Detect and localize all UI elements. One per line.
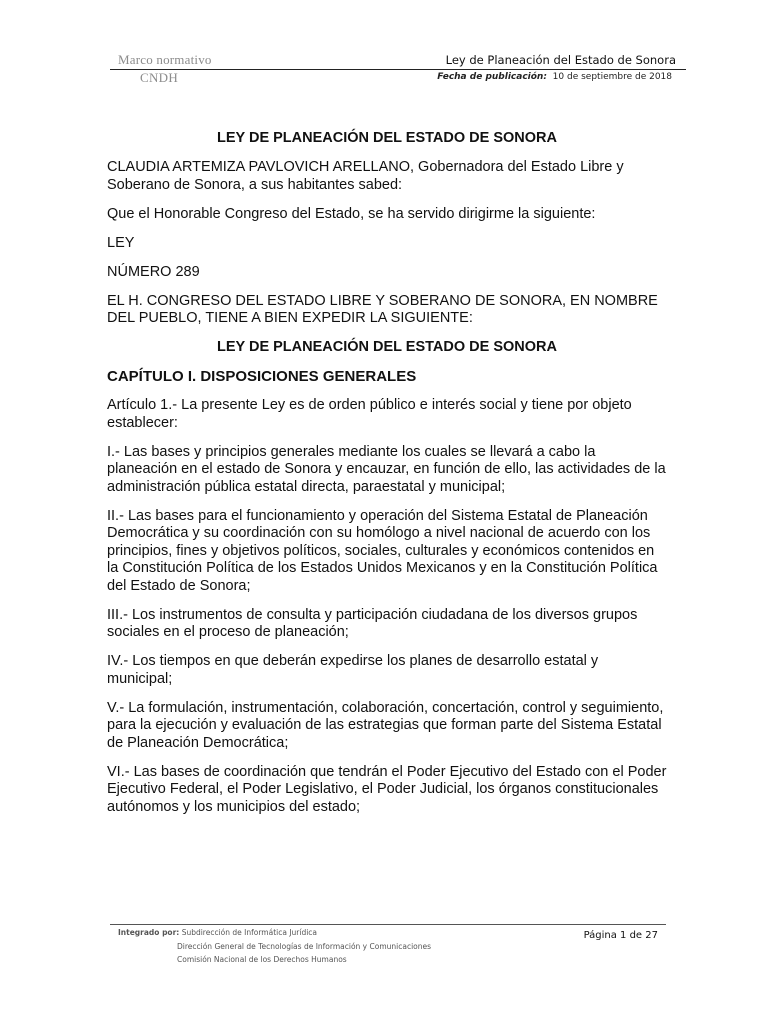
document-body xyxy=(107,130,667,828)
paragraph-decree: EL H. CONGRESO DEL ESTADO LIBRE Y SOBERANO DE SONORA, EN NOMBRE DEL PUEBLO, TIENE A BIEN EXPEDIR LA SIGUIENTE: xyxy=(107,292,658,326)
paragraph-governor: CLAUDIA ARTEMIZA PAVLOVICH ARELLANO, Gobernadora del Estado Libre y Soberano de Sonora, a sus habitantes sabed: xyxy=(107,159,624,193)
law-title: LEY DE PLANEACIÓN DEL ESTADO DE SONORA xyxy=(217,339,557,355)
header-divider xyxy=(110,69,686,70)
footer-label: Integrado por: xyxy=(118,928,180,937)
header-document-title: Ley de Planeación del Estado de Sonora xyxy=(445,53,676,67)
article-1: Artículo 1.- La presente Ley es de orden público e interés social y tiene por objeto establecer: xyxy=(107,397,632,431)
header-section-label: Marco normativo xyxy=(118,52,212,67)
footer-credit-line1 xyxy=(118,928,317,937)
header-org-label: CNDH xyxy=(140,70,179,85)
paragraph-ley: LEY xyxy=(107,234,135,251)
document-title: LEY DE PLANEACIÓN DEL ESTADO DE SONORA xyxy=(217,130,557,146)
chapter-heading: CAPÍTULO I. DISPOSICIONES GENERALES xyxy=(107,368,417,385)
date-label: Fecha de publicación: xyxy=(437,72,547,82)
fraction-v: V.- La formulación, instrumentación, colaboración, concertación, control y seguimiento, para la ejecución y evaluación de las estrategias que forman parte del Sistema Estatal de Planeación Democrática; xyxy=(107,699,664,751)
footer-subdirection: Subdirección de Informática Jurídica xyxy=(181,928,318,937)
page-number: Página 1 de 27 xyxy=(583,930,658,941)
fraction-ii: II.- Las bases para el funcionamiento y operación del Sistema Estatal de Planeación Democrática y su coordinación con su homólogo a nivel nacional de acuerdo con los principios, fines y objetivos políticos, sociales, culturales y económicos contenidos en la Constitución Política de los Estados Unidos Mexicanos y en la Constitución Política del Estado de Sonora; xyxy=(107,507,658,594)
footer-credit-line2: Dirección General de Tecnologías de Información y Comunicaciones xyxy=(177,942,432,951)
paragraph-numero: NÚMERO 289 xyxy=(107,263,200,280)
fraction-iv: IV.- Los tiempos en que deberán expedirse los planes de desarrollo estatal y municipal; xyxy=(107,653,599,687)
fraction-vi: VI.- Las bases de coordinación que tendrán el Poder Ejecutivo del Estado con el Poder Ejecutivo Federal, el Poder Legislativo, el Poder Judicial, los órganos constitucionales autónomos y los municipios del estado; xyxy=(107,763,667,815)
footer-credit-line3: Comisión Nacional de los Derechos Humanos xyxy=(177,955,347,964)
date-value: 10 de septiembre de 2018 xyxy=(552,72,672,82)
fraction-iii: III.- Los instrumentos de consulta y participación ciudadana de los diversos grupos sociales en el proceso de planeación; xyxy=(107,606,638,640)
header-publication-date xyxy=(437,72,672,82)
footer-divider xyxy=(110,924,666,925)
paragraph-congress: Que el Honorable Congreso del Estado, se ha servido dirigirme la siguiente: xyxy=(107,205,596,222)
fraction-i: I.- Las bases y principios generales mediante los cuales se llevará a cabo la planeación en el estado de Sonora y encauzar, en función de ello, las actividades de la administración pública estatal directa, paraestatal y municipal; xyxy=(107,443,666,495)
